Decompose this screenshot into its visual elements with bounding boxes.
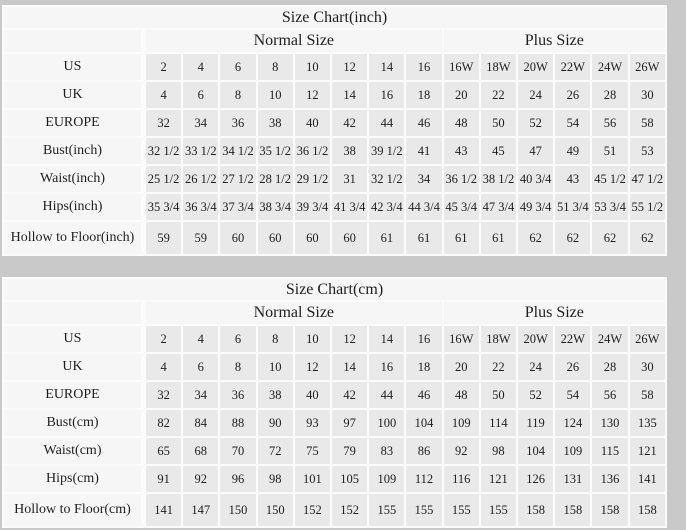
size-cell: 42 [332,382,367,408]
size-cell: 155 [406,494,441,526]
size-cell: 43 [555,166,590,192]
size-cell: 51 3/4 [555,194,590,220]
size-cell: 16 [406,54,441,80]
size-cell: 96 [220,466,255,492]
size-cell: 92 [183,466,218,492]
size-cell: 38 1/2 [481,166,516,192]
row-label: UK [4,354,144,380]
size-cell: 55 1/2 [630,194,665,220]
size-cell: 115 [592,438,627,464]
group-header-row [4,30,665,52]
size-cell: 22 [481,354,516,380]
size-cell: 60 [220,222,255,254]
size-cell: 14 [369,54,404,80]
table-row [4,166,665,192]
size-cell: 50 [481,382,516,408]
size-cell: 53 3/4 [592,194,627,220]
size-cell: 8 [258,54,293,80]
size-cell: 158 [518,494,553,526]
size-cell: 61 [444,222,479,254]
size-cell: 14 [332,354,367,380]
size-cell: 65 [146,438,181,464]
corner-cell [4,302,144,324]
size-cell: 36 [220,382,255,408]
size-cell: 83 [369,438,404,464]
size-chart-table-inch [2,5,667,256]
size-cell: 18 [406,82,441,108]
size-cell: 26 1/2 [183,166,218,192]
size-cell: 43 [444,138,479,164]
size-cell: 47 1/2 [630,166,665,192]
size-cell: 82 [146,410,181,436]
size-cell: 104 [518,438,553,464]
size-cell: 47 3/4 [481,194,516,220]
size-cell: 38 [258,382,293,408]
size-cell: 44 3/4 [406,194,441,220]
table-row [4,326,665,352]
size-cell: 62 [555,222,590,254]
size-cell: 45 [481,138,516,164]
size-cell: 24 [518,354,553,380]
size-cell: 39 1/2 [369,138,404,164]
size-cell: 152 [295,494,330,526]
table-row [4,82,665,108]
size-cell: 61 [406,222,441,254]
size-cell: 42 3/4 [369,194,404,220]
size-cell: 135 [630,410,665,436]
size-cell: 41 3/4 [332,194,367,220]
size-cell: 155 [481,494,516,526]
size-cell: 16 [369,82,404,108]
size-cell: 40 3/4 [518,166,553,192]
size-cell: 104 [406,410,441,436]
size-cell: 147 [183,494,218,526]
size-cell: 68 [183,438,218,464]
size-cell: 16W [444,326,479,352]
size-cell: 60 [295,222,330,254]
size-cell: 141 [630,466,665,492]
size-cell: 8 [220,354,255,380]
size-cell: 101 [295,466,330,492]
size-cell: 22 [481,82,516,108]
size-cell: 62 [518,222,553,254]
size-cell: 33 1/2 [183,138,218,164]
size-cell: 75 [295,438,330,464]
table-title-row [4,279,665,300]
size-cell: 109 [555,438,590,464]
size-cell: 35 1/2 [258,138,293,164]
size-cell: 16 [369,354,404,380]
size-cell: 150 [220,494,255,526]
size-cell: 54 [555,382,590,408]
size-cell: 14 [332,82,367,108]
size-cell: 10 [295,54,330,80]
row-label: Bust(cm) [4,410,144,436]
size-cell: 24 [518,82,553,108]
size-cell: 126 [518,466,553,492]
size-cell: 6 [220,326,255,352]
size-cell: 56 [592,382,627,408]
size-cell: 18W [481,326,516,352]
group-header-row [4,302,665,324]
size-cell: 18W [481,54,516,80]
size-cell: 28 1/2 [258,166,293,192]
group-header-normal-size: Normal Size [146,30,442,52]
size-cell: 155 [444,494,479,526]
size-cell: 49 [555,138,590,164]
size-cell: 4 [183,326,218,352]
size-cell: 59 [183,222,218,254]
size-cell: 44 [369,382,404,408]
size-cell: 16W [444,54,479,80]
table-row [4,54,665,80]
size-cell: 10 [258,82,293,108]
size-cell: 51 [592,138,627,164]
row-label: UK [4,82,144,108]
row-label: Bust(inch) [4,138,144,164]
size-cell: 4 [183,54,218,80]
size-cell: 26 [555,354,590,380]
size-cell: 91 [146,466,181,492]
size-cell: 24W [592,326,627,352]
size-cell: 84 [183,410,218,436]
size-cell: 70 [220,438,255,464]
size-cell: 39 3/4 [295,194,330,220]
size-cell: 32 1/2 [369,166,404,192]
group-header-normal-size: Normal Size [146,302,442,324]
size-cell: 97 [332,410,367,436]
size-cell: 40 [295,110,330,136]
size-cell: 44 [369,110,404,136]
size-cell: 26W [630,54,665,80]
size-cell: 136 [592,466,627,492]
size-cell: 124 [555,410,590,436]
table-row [4,194,665,220]
size-cell: 8 [258,326,293,352]
group-header-plus-size: Plus Size [444,30,665,52]
size-cell: 58 [630,382,665,408]
row-label: Waist(inch) [4,166,144,192]
size-cell: 47 [518,138,553,164]
size-cell: 34 [406,166,441,192]
row-label: US [4,326,144,352]
size-cell: 60 [258,222,293,254]
size-cell: 45 1/2 [592,166,627,192]
table-row [4,494,665,526]
size-cell: 28 [592,354,627,380]
size-cell: 36 1/2 [295,138,330,164]
row-label: EUROPE [4,382,144,408]
size-cell: 27 1/2 [220,166,255,192]
size-cell: 88 [220,410,255,436]
size-cell: 112 [406,466,441,492]
size-cell: 121 [630,438,665,464]
size-cell: 121 [481,466,516,492]
size-cell: 10 [295,326,330,352]
size-cell: 20W [518,326,553,352]
size-cell: 48 [444,382,479,408]
size-cell: 53 [630,138,665,164]
size-cell: 105 [332,466,367,492]
size-cell: 50 [481,110,516,136]
size-cell: 2 [146,54,181,80]
size-cell: 49 3/4 [518,194,553,220]
row-label: Waist(cm) [4,438,144,464]
size-cell: 155 [369,494,404,526]
table-row [4,354,665,380]
table-row [4,138,665,164]
row-label: EUROPE [4,110,144,136]
size-cell: 46 [406,110,441,136]
size-cell: 86 [406,438,441,464]
table-title: Size Chart(cm) [4,279,665,300]
size-cell: 98 [481,438,516,464]
size-cell: 48 [444,110,479,136]
size-cell: 22W [555,54,590,80]
size-cell: 46 [406,382,441,408]
size-cell: 114 [481,410,516,436]
table-title: Size Chart(inch) [4,7,665,28]
size-cell: 6 [183,354,218,380]
size-cell: 12 [295,354,330,380]
row-label: US [4,54,144,80]
size-cell: 41 [406,138,441,164]
size-cell: 26 [555,82,590,108]
size-cell: 59 [146,222,181,254]
size-cell: 60 [332,222,367,254]
size-cell: 61 [481,222,516,254]
size-cell: 20 [444,82,479,108]
size-cell: 130 [592,410,627,436]
size-cell: 141 [146,494,181,526]
size-cell: 32 [146,382,181,408]
size-cell: 52 [518,110,553,136]
size-cell: 28 [592,82,627,108]
size-cell: 56 [592,110,627,136]
size-cell: 6 [183,82,218,108]
size-cell: 109 [444,410,479,436]
size-cell: 158 [630,494,665,526]
size-cell: 4 [146,82,181,108]
size-cell: 36 [220,110,255,136]
size-cell: 34 1/2 [220,138,255,164]
size-cell: 6 [220,54,255,80]
size-cell: 25 1/2 [146,166,181,192]
size-cell: 4 [146,354,181,380]
size-cell: 100 [369,410,404,436]
size-cell: 40 [295,382,330,408]
size-cell: 152 [332,494,367,526]
size-cell: 158 [592,494,627,526]
table-row [4,110,665,136]
size-cell: 116 [444,466,479,492]
size-cell: 10 [258,354,293,380]
table-row [4,466,665,492]
size-cell: 34 [183,382,218,408]
size-cell: 30 [630,82,665,108]
row-label: Hips(cm) [4,466,144,492]
size-cell: 26W [630,326,665,352]
size-cell: 92 [444,438,479,464]
size-cell: 79 [332,438,367,464]
size-cell: 36 1/2 [444,166,479,192]
table-row [4,382,665,408]
size-cell: 119 [518,410,553,436]
size-cell: 31 [332,166,367,192]
group-header-plus-size: Plus Size [444,302,665,324]
size-cell: 58 [630,110,665,136]
table-row [4,222,665,254]
size-cell: 12 [295,82,330,108]
size-cell: 12 [332,54,367,80]
size-cell: 45 3/4 [444,194,479,220]
size-cell: 42 [332,110,367,136]
row-label: Hollow to Floor(inch) [4,222,144,254]
size-cell: 2 [146,326,181,352]
size-cell: 20 [444,354,479,380]
size-chart-table-cm [2,277,667,528]
size-cell: 38 [258,110,293,136]
size-cell: 38 3/4 [258,194,293,220]
size-cell: 62 [630,222,665,254]
size-cell: 18 [406,354,441,380]
size-cell: 54 [555,110,590,136]
size-cell: 35 3/4 [146,194,181,220]
size-cell: 12 [332,326,367,352]
size-cell: 62 [592,222,627,254]
size-cell: 22W [555,326,590,352]
size-cell: 29 1/2 [295,166,330,192]
row-label: Hips(inch) [4,194,144,220]
size-cell: 8 [220,82,255,108]
size-cell: 36 3/4 [183,194,218,220]
size-cell: 24W [592,54,627,80]
size-cell: 20W [518,54,553,80]
table-row [4,438,665,464]
size-cell: 72 [258,438,293,464]
row-label: Hollow to Floor(cm) [4,494,144,526]
size-cell: 90 [258,410,293,436]
size-cell: 32 1/2 [146,138,181,164]
size-cell: 30 [630,354,665,380]
size-cell: 16 [406,326,441,352]
size-cell: 32 [146,110,181,136]
table-title-row [4,7,665,28]
size-cell: 61 [369,222,404,254]
table-row [4,410,665,436]
corner-cell [4,30,144,52]
size-cell: 150 [258,494,293,526]
size-cell: 158 [555,494,590,526]
size-cell: 14 [369,326,404,352]
size-cell: 52 [518,382,553,408]
size-cell: 109 [369,466,404,492]
size-cell: 93 [295,410,330,436]
size-cell: 131 [555,466,590,492]
size-cell: 34 [183,110,218,136]
size-cell: 38 [332,138,367,164]
size-cell: 37 3/4 [220,194,255,220]
size-cell: 98 [258,466,293,492]
